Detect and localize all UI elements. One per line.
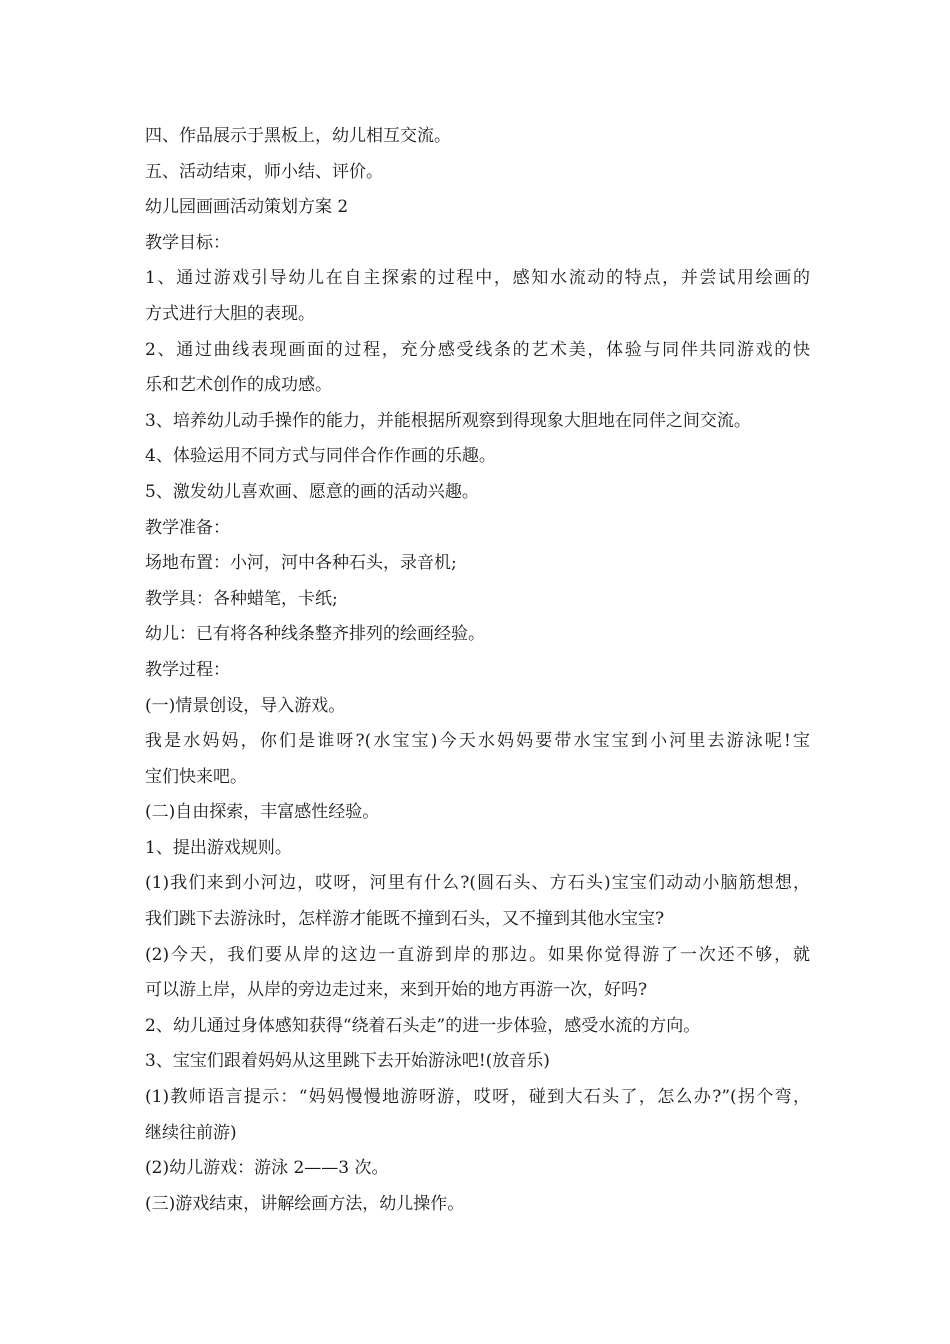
text-line: 1、通过游戏引导幼儿在自主探索的过程中，感知水流动的特点，并尝试用绘画的 [145, 268, 810, 289]
text-line: (2)幼儿游戏：游泳 2——3 次。 [145, 1158, 389, 1179]
text-line: (1)我们来到小河边，哎呀，河里有什么?(圆石头、方石头)宝宝们动动小脑筋想想， [145, 873, 810, 894]
text-line: 我们跳下去游泳时，怎样游才能既不撞到石头，又不撞到其他水宝宝? [145, 909, 665, 930]
text-line: 3、培养幼儿动手操作的能力，并能根据所观察到得现象大胆地在同伴之间交流。 [145, 410, 751, 431]
text-line: 四、作品展示于黑板上，幼儿相互交流。 [145, 126, 451, 146]
text-line: 4、体验运用不同方式与同伴合作作画的乐趣。 [145, 446, 496, 467]
text-line: 教学目标： [145, 232, 230, 253]
text-line: (二)自由探索，丰富感性经验。 [145, 802, 380, 823]
text-line: 幼儿：已有将各种线条整齐排列的绘画经验。 [145, 624, 485, 645]
text-line: 3、宝宝们跟着妈妈从这里跳下去开始游泳吧!(放音乐) [145, 1051, 550, 1072]
text-line: 方式进行大胆的表现。 [145, 303, 315, 324]
text-line: (2)今天，我们要从岸的这边一直游到岸的那边。如果你觉得游了一次还不够，就 [145, 944, 810, 965]
text-line: 幼儿园画画活动策划方案 2 [145, 197, 349, 218]
text-line: (三)游戏结束，讲解绘画方法，幼儿操作。 [145, 1193, 465, 1214]
text-line: 可以游上岸，从岸的旁边走过来，来到开始的地方再游一次，好吗? [145, 980, 648, 1001]
text-line: 乐和艺术创作的成功感。 [145, 375, 332, 396]
text-line: 五、活动结束，师小结、评价。 [145, 161, 383, 182]
text-line: 5、激发幼儿喜欢画、愿意的画的活动兴趣。 [145, 481, 479, 502]
text-line: 1、提出游戏规则。 [145, 837, 292, 858]
text-line: 2、通过曲线表现画面的过程，充分感受线条的艺术美，体验与同伴共同游戏的快 [145, 339, 810, 360]
text-line: 教学具：各种蜡笔，卡纸; [145, 588, 338, 609]
text-line: 教学过程： [145, 659, 230, 680]
text-line: 宝们快来吧。 [145, 766, 247, 787]
text-line: (1)教师语言提示：“妈妈慢慢地游呀游，哎呀，碰到大石头了，怎么办?”(拐个弯， [145, 1087, 810, 1108]
text-line: 场地布置：小河，河中各种石头，录音机; [145, 553, 457, 574]
text-line: 我是水妈妈，你们是谁呀?(水宝宝)今天水妈妈要带水宝宝到小河里去游泳呢!宝 [145, 731, 810, 752]
text-line: 2、幼儿通过身体感知获得“绕着石头走”的进一步体验，感受水流的方向。 [145, 1015, 701, 1036]
text-line: 继续往前游) [145, 1122, 237, 1143]
text-line: 教学准备： [145, 517, 230, 538]
text-line: (一)情景创设，导入游戏。 [145, 695, 346, 716]
document-body [145, 119, 810, 1222]
